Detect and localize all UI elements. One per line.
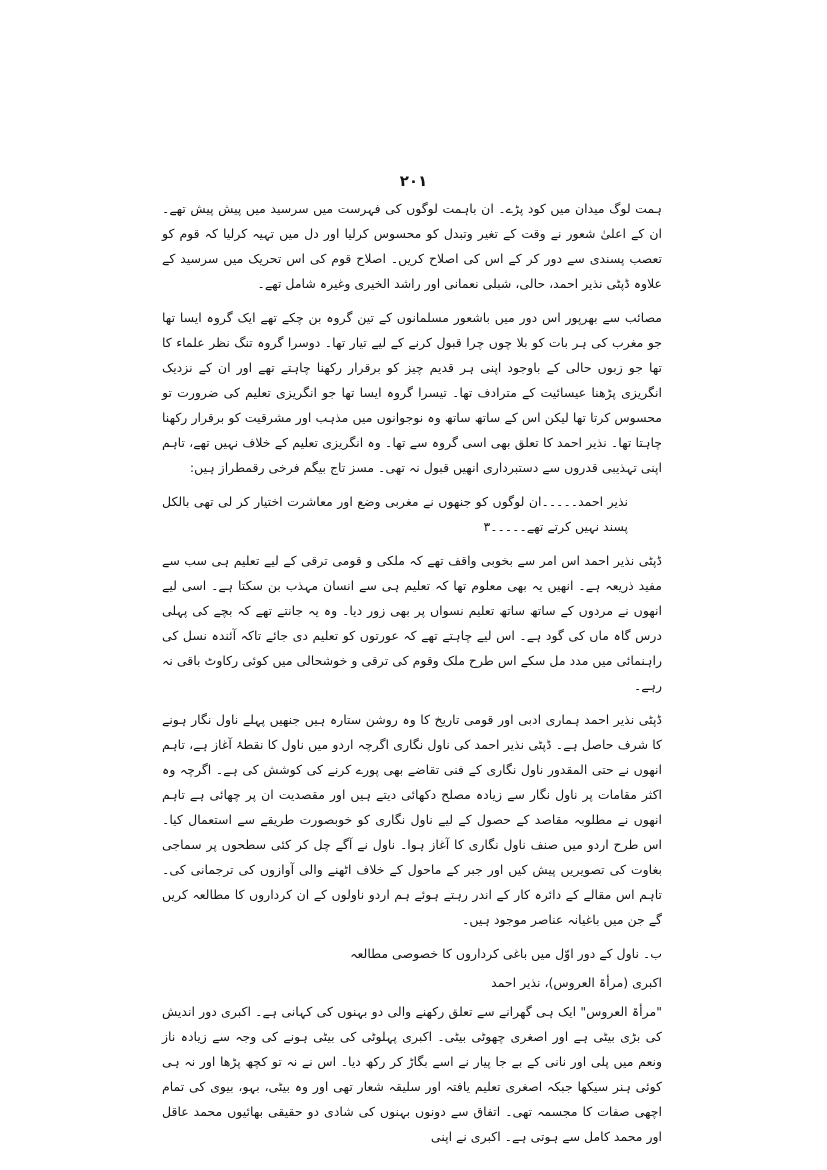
page-body bbox=[162, 196, 662, 1158]
body-paragraph: "مرأۃ العروس" ایک ہی گھرانے سے تعلق رکھنے والی دو بہنوں کی کہانی ہے۔ اکبری دور اندیش کی بڑی بیٹی ہے اور اصغری چھوٹی بیٹی۔ اکبری پہلوٹی کی بیٹی ہونے کی وجہ سے زیادہ ناز ونعم میں پلی اور نانی کے بے جا پیار نے اسے بگاڑ کر رکھ دیا۔ اس نے نہ تو کچھ پڑھا اور نہ ہی کوئی ہنر سیکھا جبکہ اصغری تعلیم یافتہ اور سلیقہ شعار تھی اور وہ بیٹی، بہو، بیوی کی تمام اچھی صفات کا مجسمہ تھی۔ اتفاق سے دونوں بہنوں کی شادی دو حقیقی بھائیوں محمد عاقل اور محمد کامل سے ہوتی ہے۔ اکبری نے اپنی bbox=[162, 1004, 662, 1144]
body-paragraph: مصائب سے بھرپور اس دور میں باشعور مسلمانوں کے تین گروہ بن چکے تھے ایک گروہ ایسا تھا جو مغرب کی ہر بات کو بلا چوں چرا قبول کرنے کے لیے تیار تھا۔ دوسرا گروہ تنگ نظر علماء کا تھا جو زبوں حالی کے باوجود اپنی ہر قدیم چیز کو برقرار رکھنا چاہتے تھے اور ان کے نزدیک انگریزی پڑھنا عیسائیت کے مترادف تھا۔ تیسرا گروہ ایسا تھا جو انگریزی تعلیم کی ضرورت تو محسوس کرتا تھا لیکن اس کے ساتھ ساتھ وہ نوجوانوں میں مذہب اور مشرقیت کو برقرار رکھنا چاہتا تھا۔ نذیر احمد کا تعلق بھی اسی گروہ سے تھا۔ وہ انگریزی تعلیم کے خلاف نہیں تھے، تاہم اپنی تہذیبی قدروں سے دستبرداری انھیں قبول نہ تھی۔ مسز تاج بیگم فرخی رقمطراز ہیں: bbox=[162, 310, 662, 475]
subsection-heading: اکبری (مرأۃ العروس)، نذیر احمد bbox=[491, 975, 662, 990]
block-quote: نذیر احمد۔۔۔۔۔ان لوگوں کو جنھوں نے مغربی وضع اور معاشرت اختیار کر لی تھی بالکل پسند نہیں کرتے تھے۔۔۔۔۔۳ bbox=[162, 494, 628, 534]
body-paragraph: ڈپٹی نذیر احمد ہماری ادبی اور قومی تاریخ کا وہ روشن ستارہ ہیں جنھیں پہلے ناول نگار ہونے کا شرف حاصل ہے۔ ڈپٹی نذیر احمد کی ناول نگاری اگرچہ اردو میں ناول کا نقطۂ آغاز ہے، تاہم انھوں نے حتی المقدور ناول نگاری کے فنی تقاضے بھی پورے کرنے کی کوشش کی ہے۔ اگرچہ وہ اکثر مقامات پر ناول نگار سے زیادہ مصلح دکھائی دیتے ہیں اور مقصدیت ان پر چھائی ہے تاہم انھوں نے مطلوبہ مقاصد کے حصول کے لیے ناول نگاری کو خوبصورت طریقے سے استعمال کیا۔ اس طرح اردو میں صنف ناول نگاری کا آغاز ہوا۔ ناول نے آگے چل کر کئی سطحوں پر سماجی بغاوت کی تصویریں پیش کیں اور جبر کے ماحول کے خلاف اٹھنے والی آوازوں کی ترجمانی کی۔ تاہم اس مقالے کے دائرہ کار کے اندر رہتے ہوئے ہم اردو ناولوں کے ان کرداروں کا مطالعہ کریں گے جن میں باغیانہ عناصر موجود ہیں۔ bbox=[162, 712, 662, 927]
body-paragraph: ڈپٹی نذیر احمد اس امر سے بخوبی واقف تھے کہ ملکی و قومی ترقی کے لیے تعلیم ہی سب سے مفید ذریعہ ہے۔ انھیں یہ بھی معلوم تھا کہ تعلیم ہی سے انسان مہذب بن سکتا ہے۔ اسی لیے انھوں نے مردوں کے ساتھ ساتھ تعلیم نسواں پر بھی زور دیا۔ وہ یہ جانتے تھے کہ بچے کی پہلی درس گاہ ماں کی گود ہے۔ اس لیے چاہتے تھے کہ عورتوں کو تعلیم دی جائے تاکہ آئندہ نسل کی راہنمائی میں مدد مل سکے اس طرح ملک وقوم کی ترقی و خوشحالی میں کوئی رکاوٹ باقی نہ رہے۔ bbox=[162, 553, 662, 693]
page-number: ۲۰۱ bbox=[399, 172, 428, 190]
body-paragraph: ہمت لوگ میدان میں کود پڑے۔ ان باہمت لوگوں کی فہرست میں سرسید میں پیش پیش تھے۔ ان کے اعلیٰ شعور نے وقت کے تغیر وتبدل کو محسوس کرلیا اور دل میں تہیہ کرلیا کہ قوم کو تعصب پسندی سے دور کر کے اس کی اصلاح کریں۔ اصلاح قوم کی اس تحریک میں سرسید کے علاوہ ڈپٹی نذیر احمد، حالی، شبلی نعمانی اور راشد الخیری وغیرہ شامل تھے۔ bbox=[162, 201, 662, 291]
section-heading: ب۔ ناول کے دور اوّل میں باغی کرداروں کا خصوصی مطالعہ bbox=[350, 946, 662, 961]
